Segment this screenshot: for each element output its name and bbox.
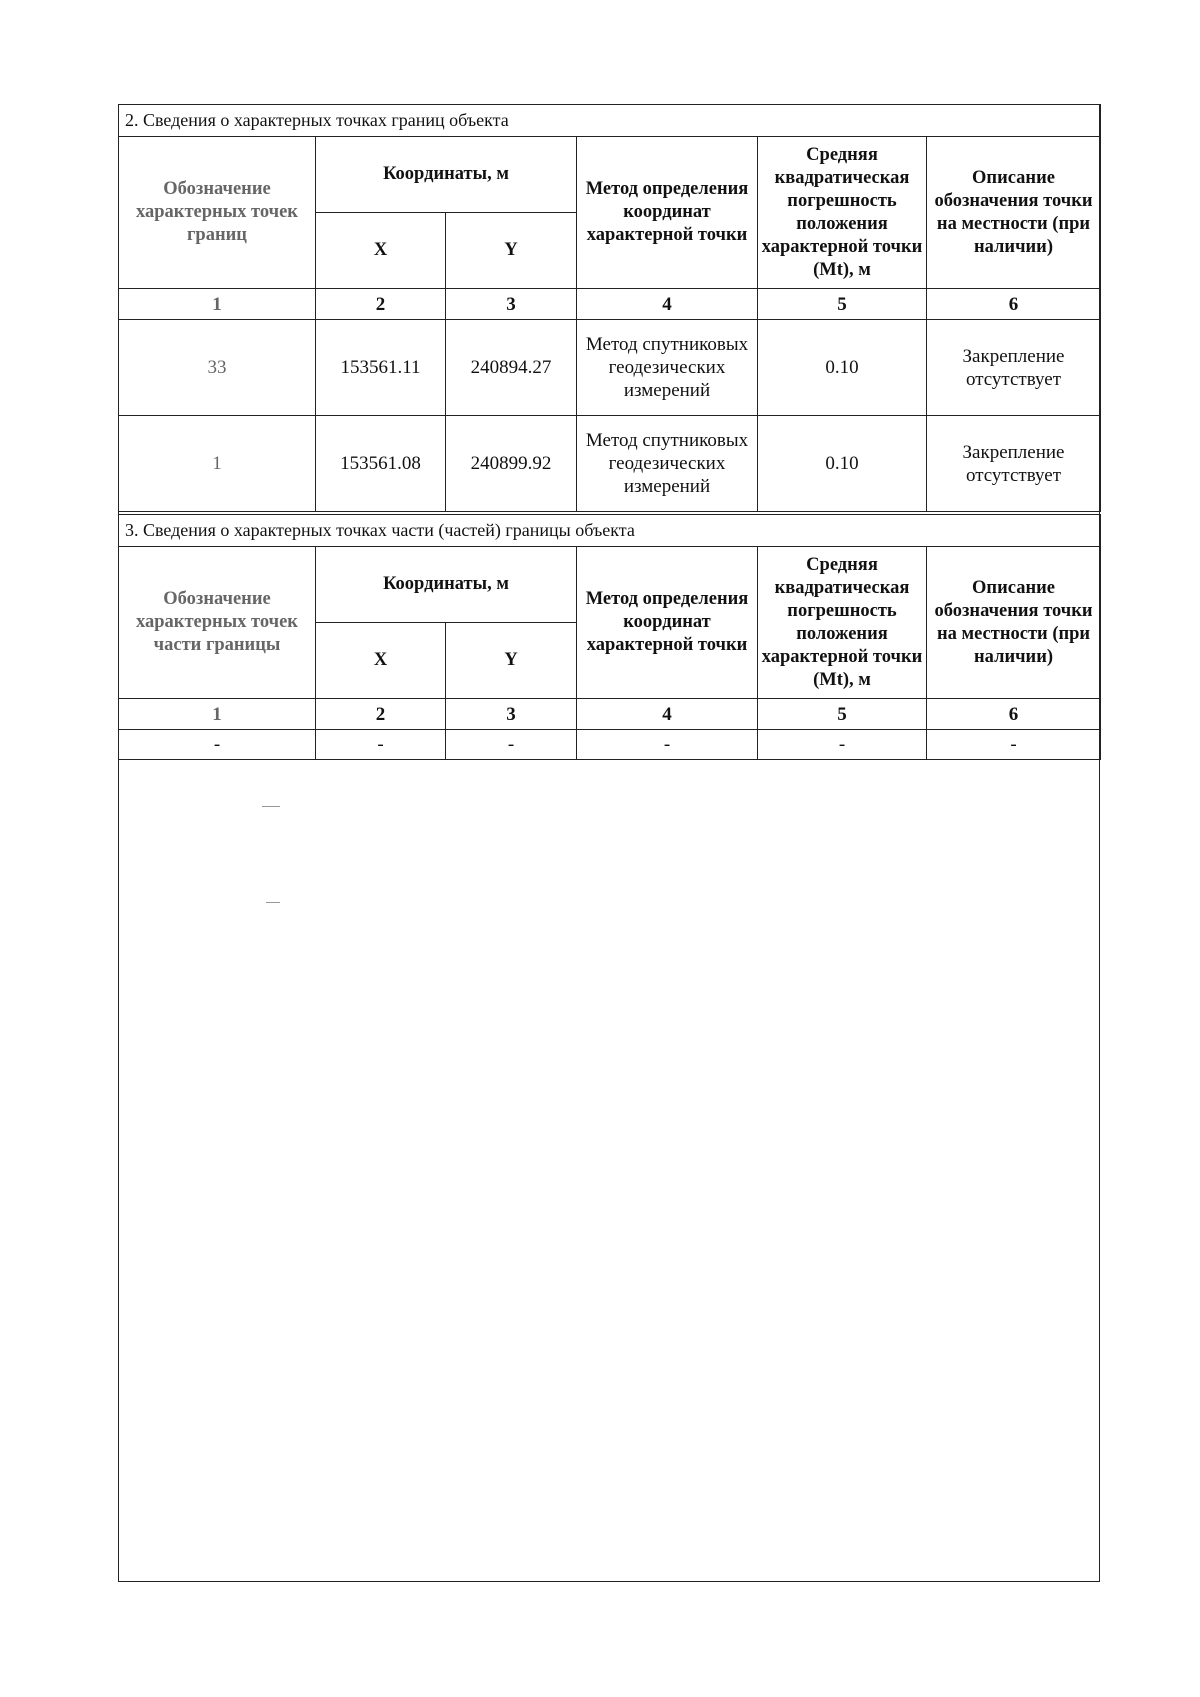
header-error: Средняя квадратическая погрешность положения характерной точки (Mt), м — [758, 137, 927, 289]
header-description: Описание обозначения точки на местности (при наличии) — [927, 547, 1101, 699]
col-number: 4 — [577, 699, 758, 730]
col-number: 6 — [927, 699, 1101, 730]
cell-description: Закрепление отсутствует — [927, 416, 1101, 512]
header-error: Средняя квадратическая погрешность положения характерной точки (Mt), м — [758, 547, 927, 699]
cell-error: 0.10 — [758, 416, 927, 512]
col-number: 6 — [927, 289, 1101, 320]
table-row — [119, 320, 1101, 416]
cell-method: - — [577, 730, 758, 760]
col-number: 3 — [446, 289, 577, 320]
cell-y: 240894.27 — [446, 320, 577, 416]
header-method: Метод определения координат характерной точки — [577, 137, 758, 289]
section-caption: 2. Сведения о характерных точках границ объекта — [119, 105, 1101, 137]
header-x: X — [316, 623, 446, 699]
cell-error: - — [758, 730, 927, 760]
header-coords: Координаты, м — [316, 137, 577, 213]
cell-point: 33 — [119, 320, 316, 416]
cell-y: 240899.92 — [446, 416, 577, 512]
col-number: 2 — [316, 699, 446, 730]
cell-point: 1 — [119, 416, 316, 512]
header-y: Y — [446, 213, 577, 289]
cell-x: 153561.08 — [316, 416, 446, 512]
header-coords: Координаты, м — [316, 547, 577, 623]
cell-description: - — [927, 730, 1101, 760]
section-caption: 3. Сведения о характерных точках части (частей) границы объекта — [119, 515, 1101, 547]
part-boundary-points-table — [118, 514, 1101, 760]
header-x: X — [316, 213, 446, 289]
cell-x: 153561.11 — [316, 320, 446, 416]
cell-method: Метод спутниковых геодезических измерений — [577, 320, 758, 416]
col-number: 3 — [446, 699, 577, 730]
col-number: 2 — [316, 289, 446, 320]
header-y: Y — [446, 623, 577, 699]
cell-point: - — [119, 730, 316, 760]
col-number: 5 — [758, 289, 927, 320]
col-number: 1 — [119, 289, 316, 320]
header-method: Метод определения координат характерной точки — [577, 547, 758, 699]
header-description: Описание обозначения точки на местности (при наличии) — [927, 137, 1101, 289]
cell-y: - — [446, 730, 577, 760]
cell-description: Закрепление отсутствует — [927, 320, 1101, 416]
col-number: 1 — [119, 699, 316, 730]
table-row — [119, 730, 1101, 760]
header-designation: Обозначение характерных точек границ — [119, 137, 316, 289]
table-row — [119, 416, 1101, 512]
boundary-points-table — [118, 104, 1101, 512]
header-designation: Обозначение характерных точек части границы — [119, 547, 316, 699]
cell-x: - — [316, 730, 446, 760]
cell-method: Метод спутниковых геодезических измерений — [577, 416, 758, 512]
scan-speck — [266, 902, 280, 903]
col-number: 4 — [577, 289, 758, 320]
col-number: 5 — [758, 699, 927, 730]
cell-error: 0.10 — [758, 320, 927, 416]
scan-speck — [262, 806, 280, 807]
